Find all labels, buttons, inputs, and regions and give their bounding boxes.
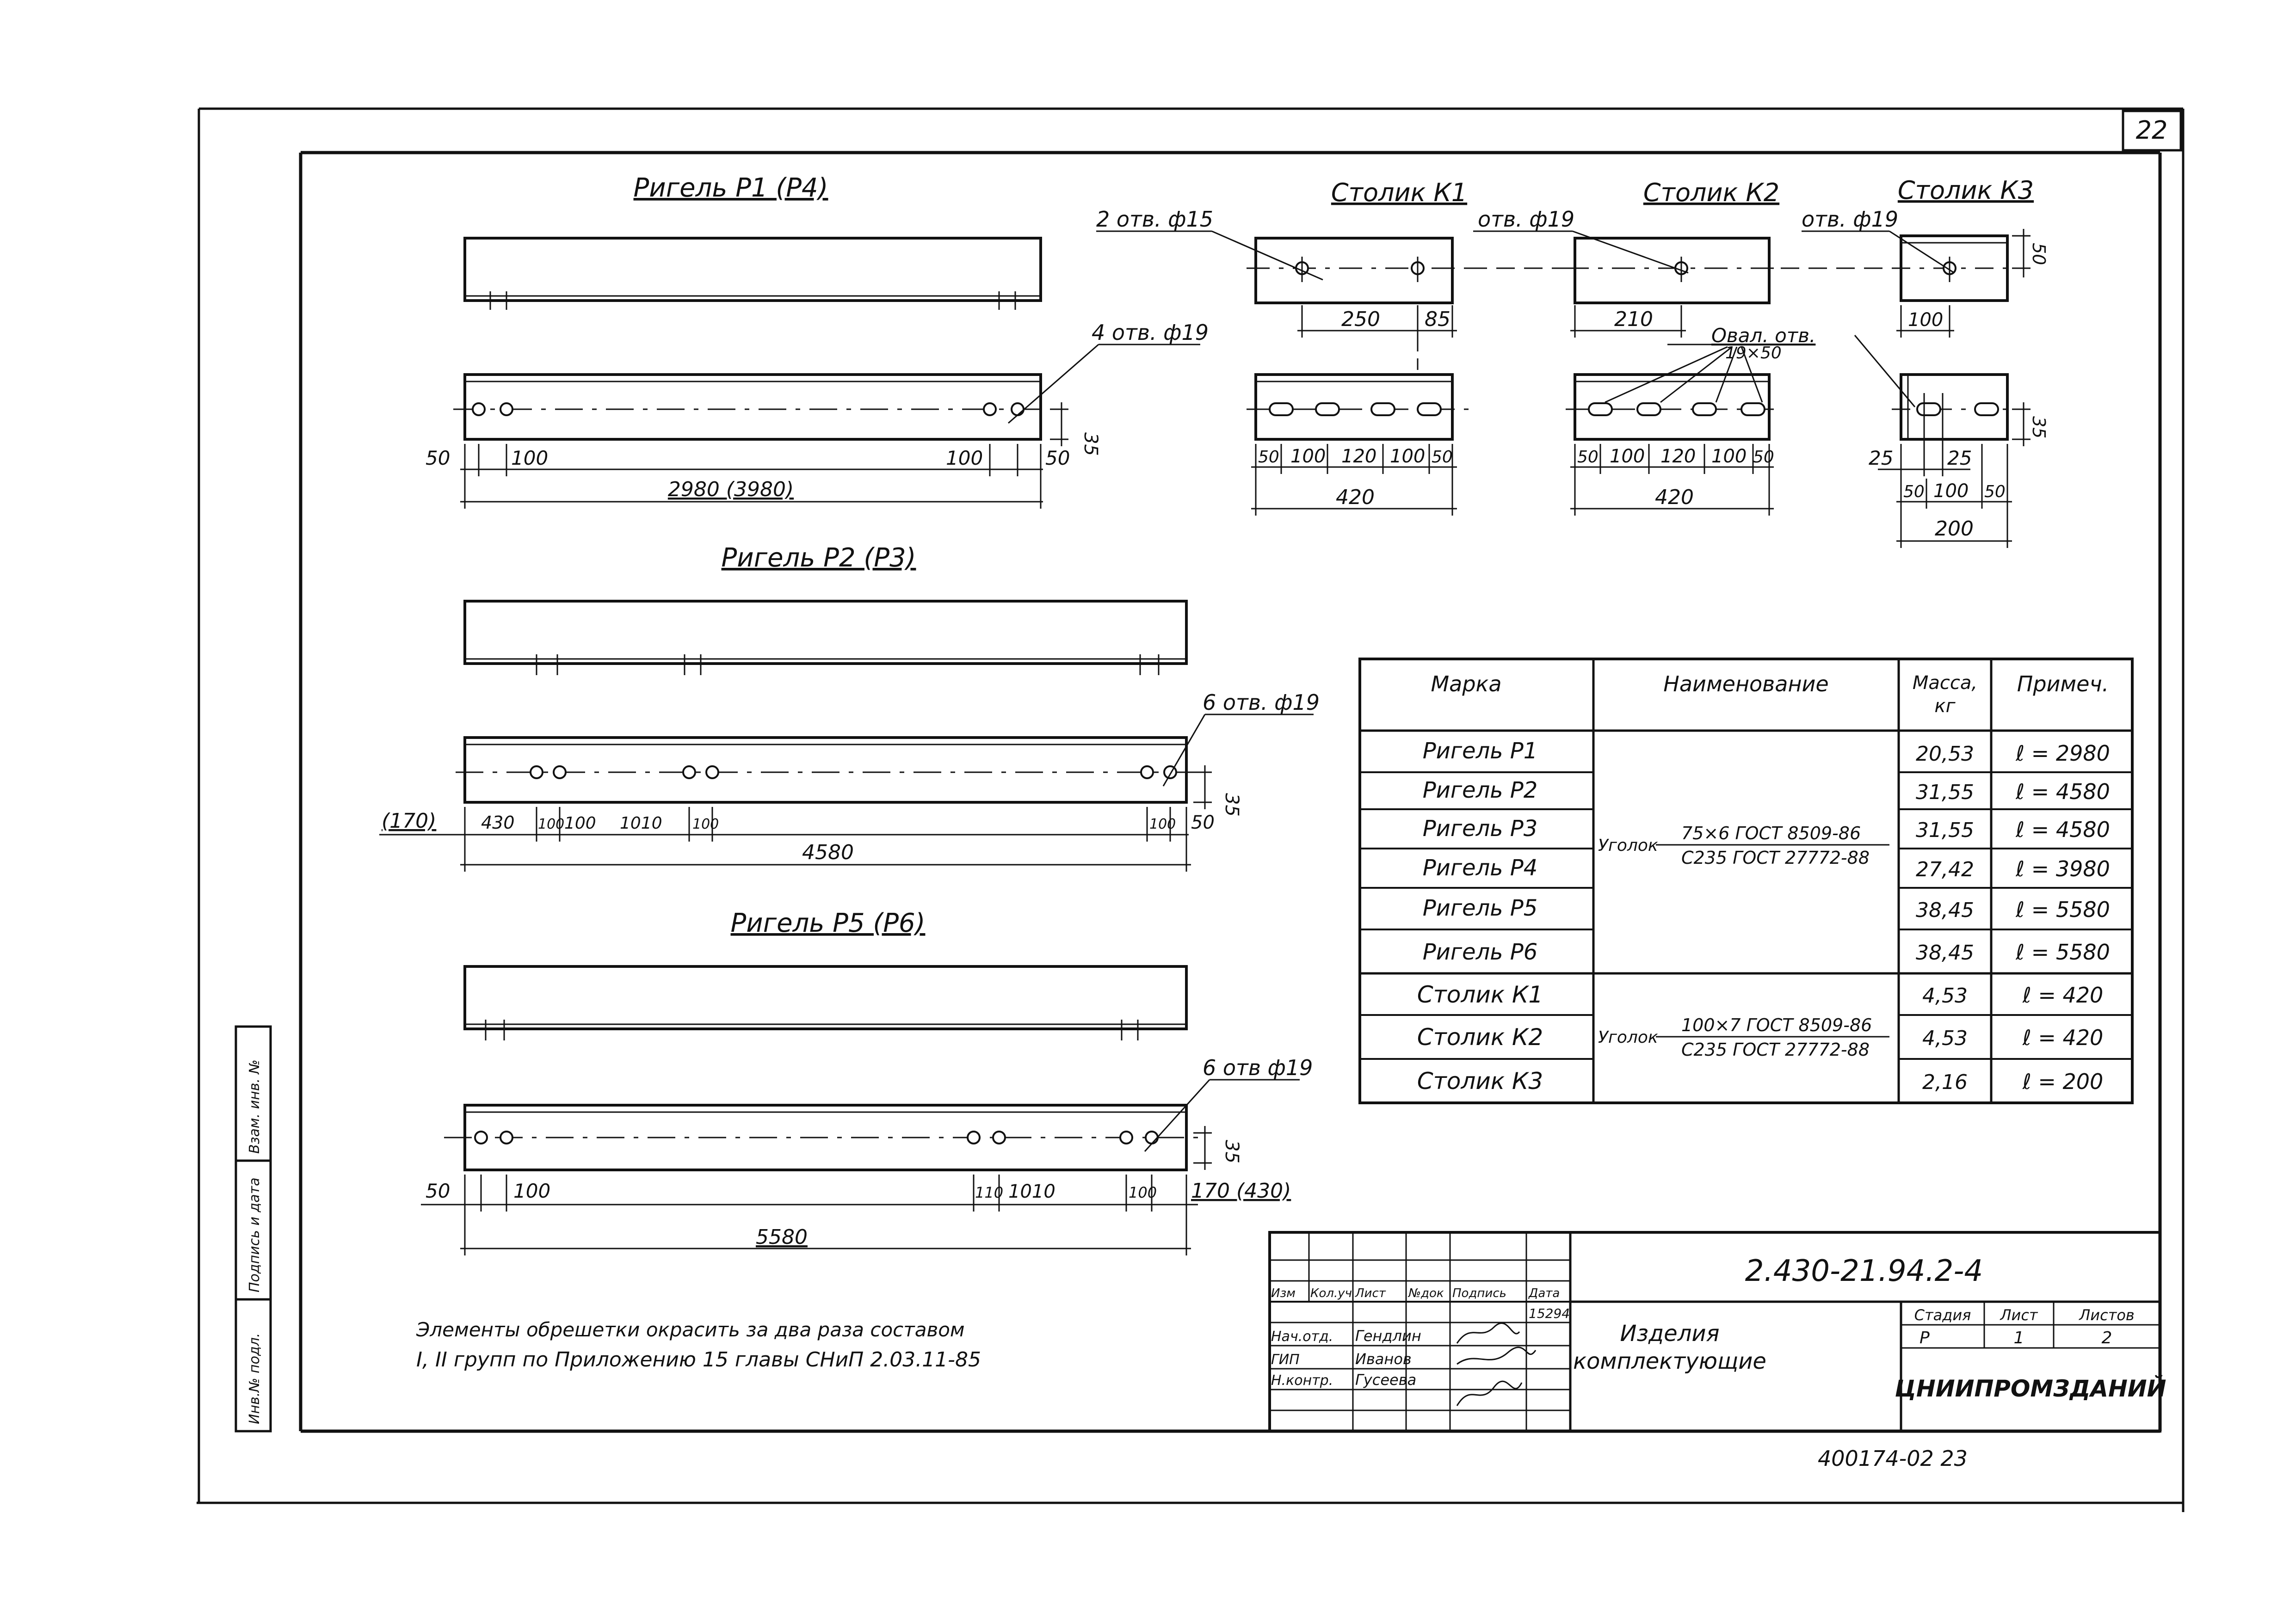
spec-mark: Столик К3 — [1417, 1068, 1543, 1095]
r2-hole — [683, 766, 695, 778]
spec-mark: Ригель Р2 — [1422, 777, 1538, 803]
sheet-title-1: Изделия — [1620, 1321, 1720, 1347]
r2-hole — [1141, 766, 1153, 778]
spec-mark: Ригель Р3 — [1422, 816, 1538, 842]
sheet-header: Лист — [2000, 1306, 2038, 1324]
r5-side-view — [465, 966, 1186, 1029]
r5-hole — [993, 1132, 1005, 1144]
r2-dim-g: 50 — [1191, 812, 1215, 833]
r2-dim-a: 430 — [481, 812, 515, 833]
r2-holes-callout: 6 отв. ф19 — [1203, 690, 1320, 715]
r2-dim-b: 100 — [538, 816, 565, 832]
spec-mass: 4,53 — [1922, 984, 1968, 1008]
spec-note: ℓ = 420 — [2022, 983, 2104, 1008]
r1-side-view — [465, 238, 1041, 301]
spec-group1-num: 75×6 ГОСТ 8509-86 — [1681, 823, 1861, 843]
r1-dim-a: 50 — [426, 447, 451, 469]
r1-dim-h: 35 — [1080, 432, 1101, 456]
r2-hole — [706, 766, 718, 778]
organization: ЦНИИПРОМЗДАНИЙ — [1895, 1375, 2166, 1402]
r1-hole — [473, 403, 485, 415]
spec-mass: 31,55 — [1916, 781, 1974, 804]
spec-group1-prefix: Уголок — [1598, 836, 1658, 855]
k2-dim-b4: 100 — [1711, 446, 1747, 467]
spec-mass: 27,42 — [1916, 858, 1974, 881]
sheet-title-2: комплектующие — [1573, 1348, 1766, 1374]
k2-dim-b1: 50 — [1577, 448, 1599, 467]
page-number: 22 — [2136, 116, 2168, 145]
side-label-inv: Инв.№ подл. — [247, 1333, 263, 1424]
spec-note: ℓ = 2980 — [2016, 741, 2110, 766]
spec-group1-den: С235 ГОСТ 27772-88 — [1681, 848, 1870, 868]
stamp-header: Изм — [1271, 1286, 1296, 1300]
k3-dim-top-h: 50 — [2029, 243, 2049, 265]
drawing-title-r2: Ригель Р2 (Р3) — [721, 543, 916, 573]
spec-mark: Ригель Р6 — [1422, 939, 1538, 965]
k1-dim-b2: 100 — [1290, 446, 1326, 467]
side-label-replace: Взам. инв. № — [247, 1059, 263, 1154]
drawing-stolik-k1 — [1096, 178, 1469, 516]
k2-oval-callout: Овал. отв. — [1711, 324, 1816, 347]
r1-hole — [500, 403, 512, 415]
spec-mark: Столик К1 — [1417, 981, 1543, 1008]
spec-table — [1360, 659, 2132, 1103]
r2-hole — [531, 766, 543, 778]
spec-note: ℓ = 200 — [2022, 1069, 2104, 1094]
r2-dim-total: 4580 — [802, 841, 854, 864]
stamp-role: Нач.отд. — [1271, 1329, 1333, 1345]
spec-note: ℓ = 5580 — [2016, 897, 2110, 922]
r2-dim-h: 35 — [1221, 793, 1242, 817]
stage-value: Р — [1920, 1329, 1930, 1347]
r5-holes-callout: 6 отв ф19 — [1203, 1055, 1313, 1080]
k2-oval-size: 19×50 — [1725, 344, 1782, 363]
r5-dim-total: 5580 — [756, 1225, 808, 1249]
r5-dim-a: 50 — [426, 1180, 451, 1202]
stamp-header: Дата — [1529, 1286, 1560, 1300]
stamp-name: Иванов — [1355, 1350, 1412, 1368]
k1-dim-b4: 100 — [1390, 446, 1426, 467]
stage-header: Стадия — [1914, 1306, 1971, 1324]
k3-dim-l2: 25 — [1947, 447, 1972, 469]
stamp-role: ГИП — [1271, 1352, 1300, 1368]
k2-oval-hole — [1637, 403, 1660, 415]
r5-hole — [475, 1132, 487, 1144]
r1-hole — [1012, 403, 1024, 415]
k3-dim-top-a: 100 — [1908, 309, 1944, 331]
spec-group2-prefix: Уголок — [1598, 1028, 1658, 1047]
spec-note: ℓ = 4580 — [2016, 779, 2110, 804]
k3-dim-b3: 50 — [1984, 482, 2006, 501]
drawing-title-k1: Столик К1 — [1331, 178, 1468, 207]
sheet-no-value: 1 — [2013, 1329, 2024, 1347]
stamp-header: Кол.уч — [1310, 1286, 1352, 1300]
spec-mark: Ригель Р4 — [1422, 855, 1538, 881]
r5-hole — [1120, 1132, 1132, 1144]
k2-dim-b3: 120 — [1660, 446, 1696, 467]
stamp-date: 15294 — [1529, 1306, 1570, 1321]
r2-dim-d: 1010 — [620, 814, 662, 833]
drawing-rigel-p5 — [421, 908, 1313, 1255]
spec-header-note: Примеч. — [2017, 671, 2109, 696]
k2-oval-hole — [1589, 403, 1612, 415]
k2-dim-top-a: 210 — [1614, 308, 1653, 331]
spec-header-name: Наименование — [1663, 671, 1829, 696]
r5-hole — [500, 1132, 512, 1144]
stamp-header: №док — [1408, 1286, 1444, 1300]
r5-dim-d: 1010 — [1008, 1181, 1055, 1202]
stamp-header: Лист — [1355, 1286, 1386, 1300]
k1-dim-top-a: 250 — [1341, 308, 1380, 331]
spec-note: ℓ = 5580 — [2016, 940, 2110, 965]
r5-dim-f: 170 (430) — [1191, 1179, 1291, 1203]
k3-dim-b2: 100 — [1933, 480, 1969, 502]
r5-dim-e: 100 — [1129, 1184, 1157, 1201]
r1-plan-view — [465, 375, 1041, 439]
r2-dim-c: 100 — [564, 814, 596, 833]
k3-holes-callout: отв. ф19 — [1802, 207, 1899, 232]
k1-oval-hole — [1270, 403, 1293, 415]
spec-mass: 4,53 — [1922, 1027, 1968, 1050]
note-line-2: I, II групп по Приложению 15 главы СНиП 2.03.11-85 — [416, 1348, 981, 1372]
k2-holes-callout: отв. ф19 — [1478, 207, 1575, 232]
k1-dim-b5: 50 — [1432, 448, 1453, 467]
spec-header-mark: Марка — [1431, 671, 1502, 696]
r2-side-view — [465, 601, 1186, 664]
drawing-rigel-p2 — [379, 543, 1320, 872]
r1-dim-b: 100 — [511, 447, 549, 469]
spec-group2-num: 100×7 ГОСТ 8509-86 — [1681, 1015, 1872, 1035]
r1-hole — [984, 403, 996, 415]
inner-frame — [301, 153, 2160, 1431]
spec-mark: Ригель Р5 — [1422, 895, 1538, 921]
spec-note: ℓ = 4580 — [2016, 817, 2110, 842]
k1-dim-total: 420 — [1336, 486, 1375, 509]
spec-mark: Столик К2 — [1417, 1024, 1543, 1051]
k3-oval-hole — [1975, 403, 1998, 415]
sheets-header: Листов — [2079, 1306, 2135, 1324]
sheets-total-value: 2 — [2101, 1329, 2112, 1347]
k1-oval-hole — [1371, 403, 1395, 415]
k2-top-view — [1575, 238, 1769, 303]
r2-hole — [554, 766, 566, 778]
spec-mark: Ригель Р1 — [1422, 738, 1538, 764]
drawing-title-k3: Столик К3 — [1897, 176, 2034, 205]
r2-dim-e: 100 — [692, 816, 719, 832]
stamp-name: Гусеева — [1355, 1371, 1417, 1389]
spec-note: ℓ = 3980 — [2016, 856, 2110, 881]
r1-dim-c: 100 — [946, 447, 983, 469]
signature — [1457, 1323, 1519, 1343]
side-label-sign: Подпись и дата — [247, 1177, 263, 1292]
drawing-title-r1: Ригель Р1 (Р4) — [633, 173, 828, 203]
k1-oval-hole — [1418, 403, 1441, 415]
r2-dim-f: 100 — [1149, 816, 1176, 832]
side-strip — [236, 1027, 271, 1431]
r1-dim-d: 50 — [1045, 447, 1070, 469]
drawing-stolik-k3 — [1781, 176, 2049, 548]
r1-dim-total: 2980 (3980) — [667, 478, 794, 501]
sheet-code: 2.430-21.94.2-4 — [1745, 1254, 1983, 1288]
r5-hole — [968, 1132, 980, 1144]
spec-mass: 38,45 — [1916, 941, 1974, 965]
r5-dim-b: 100 — [513, 1180, 551, 1202]
spec-group2-den: С235 ГОСТ 27772-88 — [1681, 1040, 1870, 1060]
r2-plan-view — [465, 738, 1186, 802]
k1-dim-b3: 120 — [1341, 446, 1377, 467]
k1-dim-top-b: 85 — [1425, 308, 1450, 331]
bottom-ref: 400174-02 23 — [1818, 1446, 1968, 1471]
spec-mass: 20,53 — [1916, 742, 1974, 766]
spec-mass: 2,16 — [1922, 1070, 1968, 1094]
k3-dim-total: 200 — [1935, 517, 1974, 541]
drawing-rigel-p1 — [426, 173, 1209, 509]
k2-dim-b2: 100 — [1610, 446, 1645, 467]
title-block — [1270, 1232, 2166, 1431]
r5-dim-h: 35 — [1221, 1140, 1242, 1163]
drawing-title-k2: Столик К2 — [1643, 178, 1780, 207]
k2-dim-b5: 50 — [1753, 448, 1774, 467]
note-line-1: Элементы обрешетки окрасить за два раза составом — [416, 1318, 965, 1341]
r5-dim-c: 110 — [975, 1184, 1004, 1201]
signature — [1457, 1347, 1536, 1364]
spec-note: ℓ = 420 — [2022, 1025, 2104, 1050]
k2-oval-hole — [1693, 403, 1716, 415]
spec-mass: 31,55 — [1916, 818, 1974, 842]
k3-oval-hole — [1917, 403, 1940, 415]
r1-holes-callout: 4 отв. ф19 — [1092, 320, 1209, 345]
k3-dim-h: 35 — [2029, 416, 2049, 439]
k1-dim-b1: 50 — [1258, 448, 1279, 467]
drawing-title-r5: Ригель Р5 (Р6) — [730, 908, 926, 938]
k1-oval-hole — [1316, 403, 1339, 415]
signature — [1457, 1381, 1522, 1406]
k3-dim-b1: 50 — [1903, 482, 1925, 501]
stamp-name: Гендлин — [1355, 1327, 1421, 1345]
k2-oval-hole — [1741, 403, 1765, 415]
r5-hole — [1146, 1132, 1158, 1144]
stamp-role: Н.контр. — [1271, 1372, 1333, 1389]
k1-holes-callout: 2 отв. ф15 — [1096, 207, 1214, 232]
spec-header-mass-2: кг — [1934, 695, 1956, 717]
spec-mass: 38,45 — [1916, 898, 1974, 922]
page-number-box — [2123, 111, 2181, 150]
r2-dim-offset: (170) — [382, 809, 437, 833]
stamp-header: Подпись — [1452, 1286, 1506, 1300]
notes — [416, 1318, 981, 1372]
spec-header-mass-1: Масса, — [1912, 672, 1978, 694]
k3-dim-l1: 25 — [1869, 447, 1894, 469]
k2-dim-total: 420 — [1655, 486, 1694, 509]
